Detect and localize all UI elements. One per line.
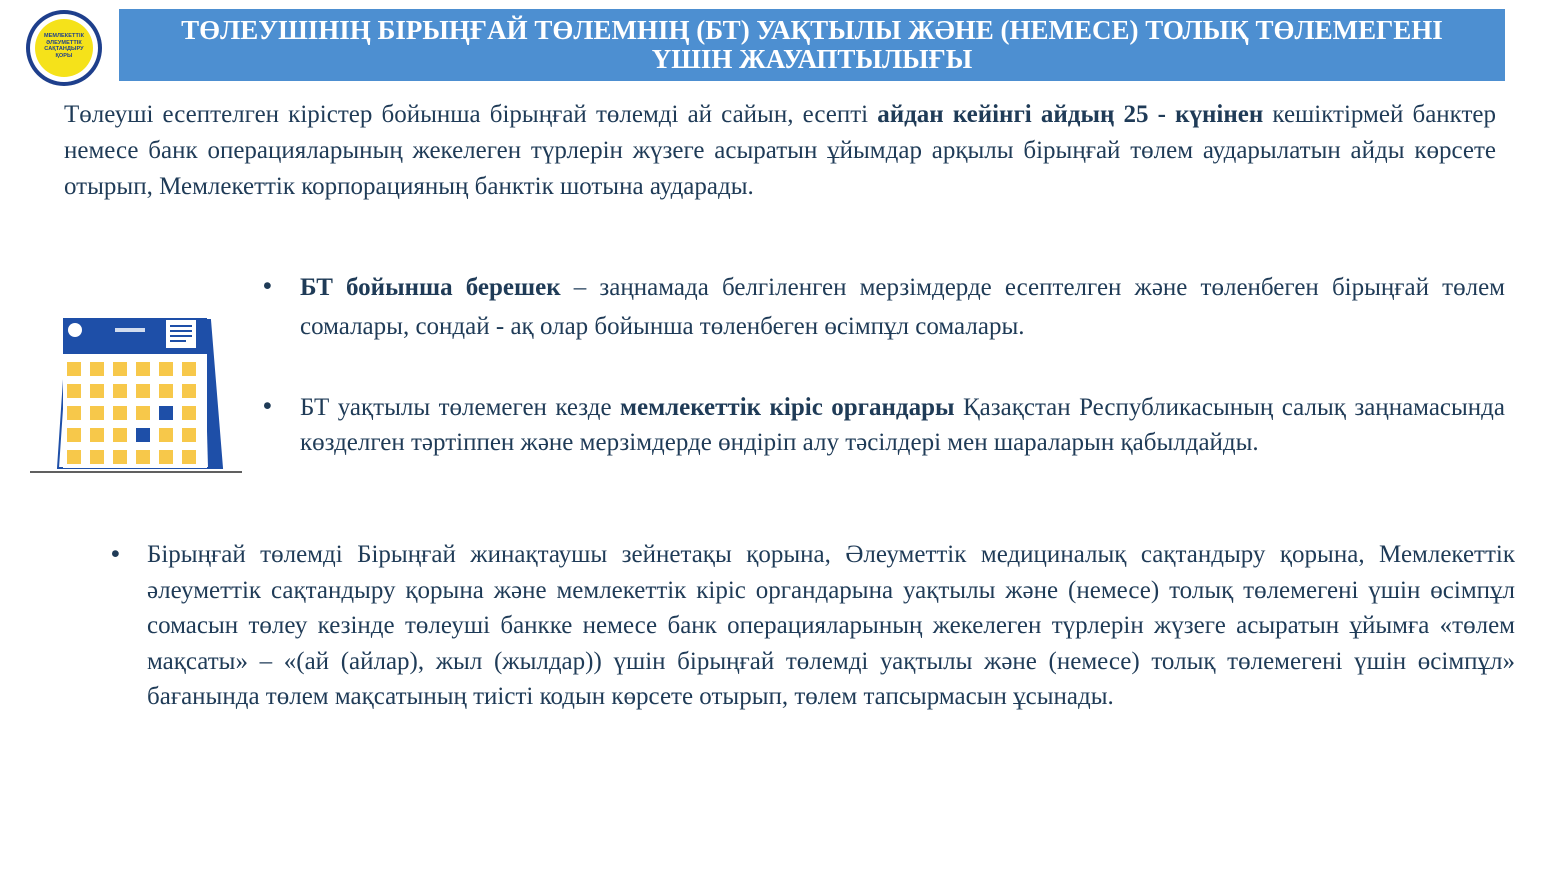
bullet-debt-term: БТ бойынша берешек: [300, 274, 561, 301]
calendar-day-cell: [136, 428, 150, 442]
calendar-day-cell: [90, 450, 104, 464]
calendar-day-cell: [113, 362, 127, 376]
intro-text-2: кешіктірмей банктер немесе банк операцияларының жекелеген түрлерін жүзеге асыратын ұйымдар арқылы бірыңғай төлем аударылатын айды көрсете отырып, Мемлекеттік корпорацияның банктік шотына аударады.: [64, 101, 1497, 200]
calendar-day-cell: [182, 406, 196, 420]
calendar-day-cell: [67, 362, 81, 376]
calendar-day-cell: [90, 384, 104, 398]
calendar-day-cell: [67, 384, 81, 398]
calendar-day-cell: [136, 406, 150, 420]
calendar-day-cell: [182, 362, 196, 376]
bullet-enforcement-text-1: БТ уақтылы төлемеген кезде: [300, 394, 620, 421]
bullet-marker-2: •: [263, 392, 272, 420]
logo-text: МЕМЛЕКЕТТІК ӘЛЕУМЕТТІК САҚТАНДЫРУ ҚОРЫ: [43, 33, 85, 59]
calendar-day-cell: [90, 428, 104, 442]
calendar-day-cell: [67, 450, 81, 464]
calendar-icon: [30, 314, 242, 476]
page-title: ТӨЛЕУШІНІҢ БІРЫҢҒАЙ ТӨЛЕМНІҢ (БТ) УАҚТЫЛЫ ЖӘНЕ (НЕМЕСЕ) ТОЛЫҚ ТӨЛЕМЕГЕНІ ҮШІН ЖАУАПТЫЛЫҒЫ: [181, 15, 1443, 74]
calendar-day-cell: [113, 428, 127, 442]
bullet-enforcement-authority: мемлекеттік кіріс органдары: [620, 394, 955, 421]
calendar-day-cell: [136, 450, 150, 464]
logo: [25, 9, 103, 87]
calendar-day-cell: [90, 406, 104, 420]
calendar-day-cell: [182, 450, 196, 464]
bullet-marker-1: •: [263, 272, 272, 300]
calendar-day-cell: [113, 384, 127, 398]
bullet-enforcement-text-2: Қазақстан Республикасының салық заңнамасында көзделген тәртіппен және мерзімдерде өндіріп алу тәсілдері мен шараларын қабылдайды.: [300, 394, 1505, 456]
calendar-day-cell: [113, 406, 127, 420]
calendar-day-cell: [182, 428, 196, 442]
calendar-day-cell: [159, 362, 173, 376]
intro-deadline: айдан кейінгі айдың 25 - күнінен: [877, 101, 1264, 128]
calendar-day-cell: [159, 428, 173, 442]
calendar-day-cell: [136, 384, 150, 398]
calendar-day-cell: [113, 450, 127, 464]
bullet-enforcement: [300, 390, 1505, 460]
intro-paragraph: [64, 97, 1496, 205]
title-bar: [119, 9, 1505, 81]
bullet-debt-definition: [300, 268, 1505, 346]
calendar-day-cell: [90, 362, 104, 376]
calendar-day-cell: [159, 450, 173, 464]
bullet-penalty-payment: Бірыңғай төлемді Бірыңғай жинақтаушы зейнетақы қорына, Әлеуметтік медициналық сақтандыру қорына, Мемлекеттік әлеуметтік сақтандыру қорына және мемлекеттік кіріс органдарына уақтылы және (немесе) толық төлемегені үшін өсімпұл сомасын төлеу кезінде төлеуші банкке немесе банк операцияларының жекелеген түрлерін жүзеге асыратын ұйымға «төлем мақсаты» – «(ай (айлар), жыл (жылдар)) үшін бірыңғай төлемді уақтылы және (немесе) толық төлемегені үшін өсімпұл» бағанында төлем мақсатының тиісті кодын көрсете отырып, төлем тапсырмасын ұсынады.: [147, 541, 1515, 710]
calendar-day-cell: [159, 384, 173, 398]
calendar-day-cell: [159, 406, 173, 420]
calendar-day-cell: [136, 362, 150, 376]
calendar-illustration: [30, 314, 242, 476]
calendar-day-cell: [182, 384, 196, 398]
calendar-day-cell: [67, 406, 81, 420]
calendar-day-cell: [67, 428, 81, 442]
bullet-debt-text: – заңнамада белгіленген мерзімдерде есептелген және төленбеген бірыңғай төлем сомалары, сондай - ақ олар бойынша төленбеген өсімпұл сомалары.: [300, 274, 1505, 340]
intro-text-1: Төлеуші есептелген кірістер бойынша бірыңғай төлемді ай сайын, есепті: [64, 101, 878, 128]
bullet-marker-3: •: [111, 540, 120, 568]
